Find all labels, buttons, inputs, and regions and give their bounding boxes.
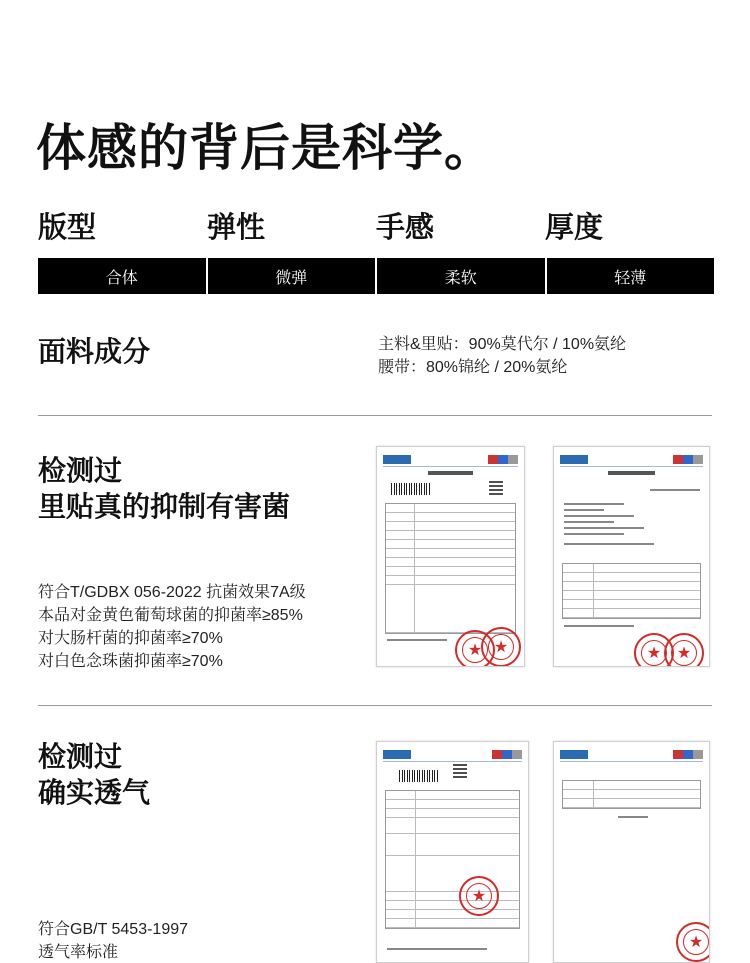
antibacterial-desc-line-1: 符合T/GDBX 056-2022 抗菌效果7A级 — [38, 584, 306, 601]
breathable-desc-line-1: 符合GB/T 5453-1997 — [38, 921, 189, 938]
breathable-title-line-1: 检测过 — [38, 741, 123, 772]
breathable-desc-line-2: 透气率标准 — [38, 944, 119, 961]
section-divider — [38, 415, 712, 416]
antibacterial-desc-line-4: 对白色念珠菌抑菌率≥70% — [38, 653, 223, 670]
breathable-title — [38, 739, 150, 811]
page-headline: 体感的背后是科学。 — [36, 120, 495, 176]
attribute-label-feel: 手感 — [376, 212, 435, 244]
seal-icon — [676, 922, 710, 962]
attribute-value-elasticity: 微弹 — [208, 258, 376, 294]
fabric-composition — [378, 333, 626, 379]
breathability-report-page-2 — [553, 741, 710, 963]
fabric-line-main: 主料&里贴：90%莫代尔 / 10%氨纶 — [378, 336, 627, 353]
attribute-value-fit: 合体 — [38, 258, 206, 294]
breathable-title-line-2: 确实透气 — [38, 777, 151, 808]
antibacterial-desc-line-2: 本品对金黄色葡萄球菌的抑菌率≥85% — [38, 607, 303, 624]
antibacterial-title-line-2: 里贴真的抑制有害菌 — [38, 491, 291, 522]
attribute-value-feel: 柔软 — [377, 258, 545, 294]
attribute-labels — [38, 205, 714, 246]
fabric-line-waistband: 腰带：80%锦纶 / 20%氨纶 — [378, 359, 568, 376]
attribute-label-fit: 版型 — [38, 212, 97, 244]
fabric-title: 面料成分 — [38, 336, 151, 367]
breathable-description — [38, 918, 188, 963]
attribute-label-thickness: 厚度 — [545, 212, 604, 244]
seal-icon — [664, 633, 704, 667]
breathability-report-page-1 — [376, 741, 529, 963]
antibacterial-description — [38, 581, 306, 673]
attribute-label-elasticity: 弹性 — [207, 212, 266, 244]
antibacterial-report-page-2 — [553, 446, 710, 667]
antibacterial-report-page-1 — [376, 446, 525, 667]
attribute-value-thickness: 轻薄 — [547, 258, 715, 294]
antibacterial-title — [38, 453, 290, 525]
attribute-value-bar — [38, 258, 714, 294]
antibacterial-title-line-1: 检测过 — [38, 455, 123, 486]
seal-icon — [459, 876, 499, 916]
seal-icon — [481, 627, 521, 667]
antibacterial-desc-line-3: 对大肠杆菌的抑菌率≥70% — [38, 630, 223, 647]
section-divider — [38, 705, 712, 706]
